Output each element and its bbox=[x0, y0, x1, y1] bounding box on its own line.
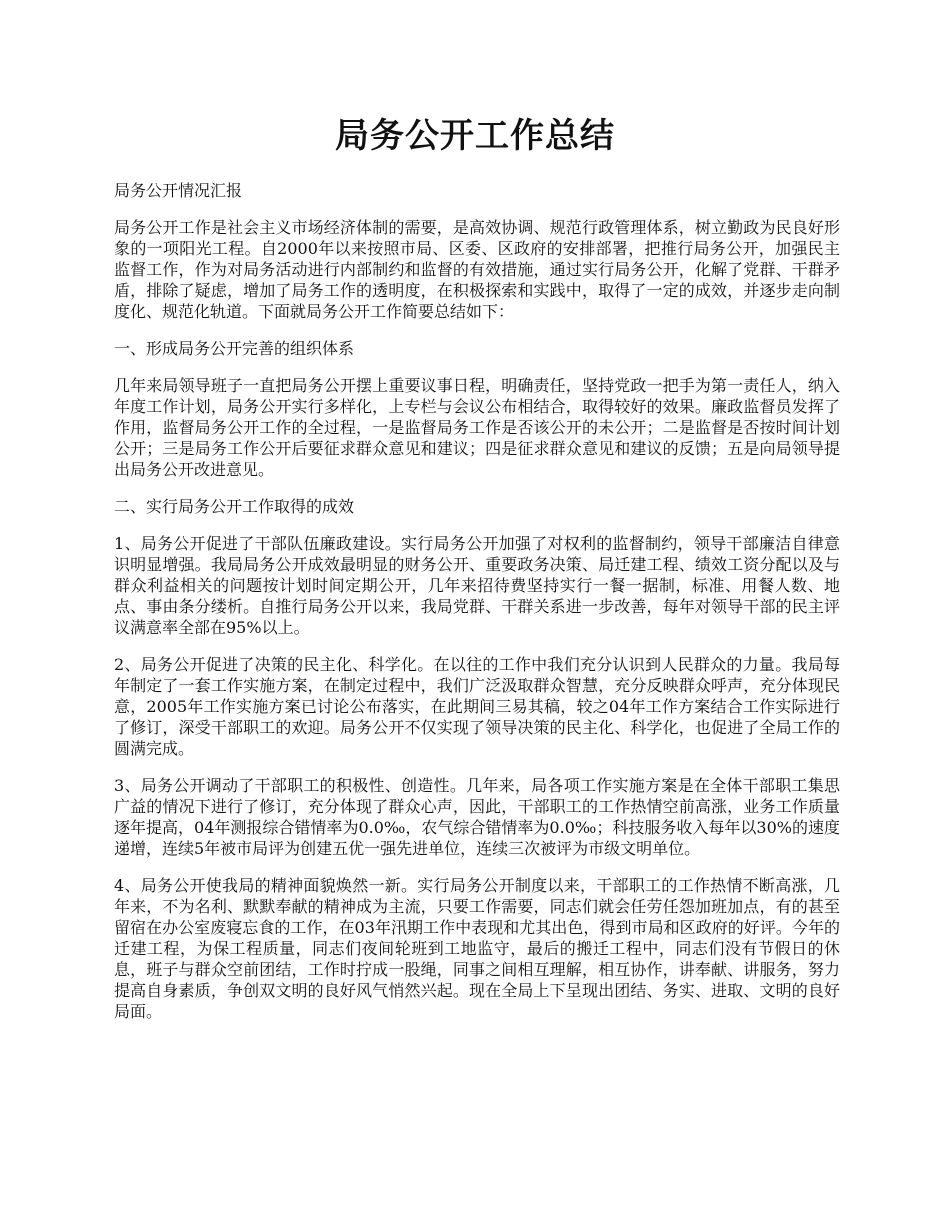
paragraph-result-1: 1、局务公开促进了干部队伍廉政建设。实行局务公开加强了对权利的监督制约，领导干部廉洁自律意识明显增强。我局局务公开成效最明显的财务公开、重要政务决策、局迁建工程、绩效工资分配以及与群众利益相关的问题按计划时间定期公开，几年来招待费坚持实行一餐一据制，标准、用餐人数、地点、事由条分缕析。自推行局务公开以来，我局党群、干群关系进一步改善，每年对领导干部的民主评议满意率全部在95%以上。 bbox=[114, 534, 840, 637]
paragraph-result-2: 2、局务公开促进了决策的民主化、科学化。在以往的工作中我们充分认识到人民群众的力量。我局每年制定了一套工作实施方案，在制定过程中，我们广泛汲取群众智慧，充分反映群众呼声，充分体现民意，2005年工作实施方案已讨论公布落实，在此期间三易其稿，较之04年工作方案结合工作实际进行了修订，深受干部职工的欢迎。局务公开不仅实现了领导决策的民主化、科学化，也促进了全局工作的圆满完成。 bbox=[114, 655, 840, 758]
document-title: 局务公开工作总结 bbox=[335, 116, 615, 156]
paragraph-result-3: 3、局务公开调动了干部职工的积极性、创造性。几年来，局各项工作实施方案是在全体干部职工集思广益的情况下进行了修订，充分体现了群众心声，因此，干部职工的工作热情空前高涨，业务工作质量逐年提高，04年测报综合错情率为0.0‰，农气综合错情率为0.0‰；科技服务收入每年以30%的速度递增，连续5年被市局评为创建五优一强先进单位，连续三次被评为市级文明单位。 bbox=[114, 776, 840, 858]
paragraph-result-4: 4、局务公开使我局的精神面貌焕然一新。实行局务公开制度以来，干部职工的工作热情不断高涨，几年来，不为名利、默默奉献的精神成为主流，只要工作需要，同志们就会任劳任怨加班加点，有的甚至留宿在办公室废寝忘食的工作，在03年汛期工作中表现和尤其出色，得到市局和区政府的好评。今年的迁建工程，为保工程质量，同志们夜间轮班到工地监守，最后的搬迁工程中，同志们没有节假日的休息，班子与群众空前团结，工作时拧成一股绳，同事之间相互理解，相互协作，讲奉献、讲服务，努力提高自身素质，争创双文明的良好风气悄然兴起。现在全局上下呈现出团结、务实、进取、文明的良好局面。 bbox=[114, 876, 840, 1021]
paragraph-organization: 几年来局领导班子一直把局务公开摆上重要议事日程，明确责任，坚持党政一把手为第一责任人，纳入年度工作计划，局务公开实行多样化，上专栏与会议公布相结合，取得较好的效果。廉政监督员发挥了作用，监督局务公开工作的全过程，一是监督局务工作是否该公开的未公开；二是监督是否按时间计划公开；三是局务工作公开后要征求群众意见和建议；四是征求群众意见和建议的反馈；五是向局领导提出局务公开改进意见。 bbox=[114, 376, 840, 479]
section-heading-results: 二、实行局务公开工作取得的成效 bbox=[114, 497, 355, 516]
document-body bbox=[114, 180, 840, 1038]
paragraph-report-heading: 局务公开情况汇报 bbox=[114, 181, 243, 200]
section-heading-organization: 一、形成局务公开完善的组织体系 bbox=[114, 339, 355, 358]
paragraph-introduction: 局务公开工作是社会主义市场经济体制的需要，是高效协调、规范行政管理体系，树立勤政为民良好形象的一项阳光工程。自2000年以来按照市局、区委、区政府的安排部署，把推行局务公开，加强民主监督工作，作为对局务活动进行内部制约和监督的有效措施，通过实行局务公开，化解了党群、干群矛盾，排除了疑虑，增加了局务工作的透明度，在积极探索和实践中，取得了一定的成效，并逐步走向制度化、规范化轨道。下面就局务公开工作简要总结如下： bbox=[114, 218, 840, 321]
